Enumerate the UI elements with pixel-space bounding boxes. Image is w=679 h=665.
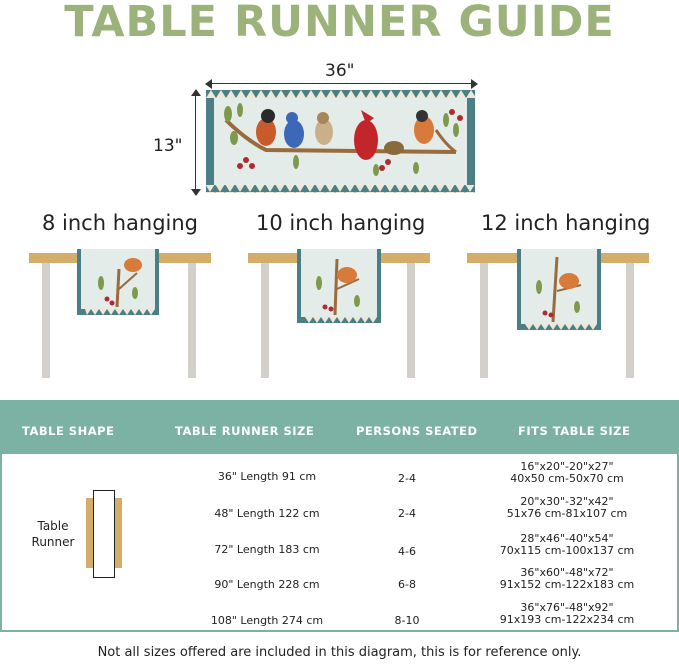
table-runner-illustration: [206, 90, 475, 193]
shape-label-line-1: Table: [37, 519, 69, 533]
arrow-down-icon: [191, 189, 201, 196]
row-size: 90" Length 228 cm: [214, 578, 320, 591]
row-persons: 4-6: [398, 545, 416, 558]
row-size: 48" Length 122 cm: [214, 507, 320, 520]
arrow-up-icon: [191, 89, 201, 96]
height-dimension-label: 13": [153, 136, 183, 156]
width-dimension-line: [210, 83, 472, 84]
shape-label-line-2: Runner: [31, 535, 75, 549]
hanging-label-12: 12 inch hanging: [481, 211, 651, 235]
runner-hanging-8: [77, 249, 159, 315]
row-fits: [492, 461, 642, 485]
row-fits-metric: 91x193 cm-122x234 cm: [499, 613, 635, 626]
row-fits-metric: 91x152 cm-122x183 cm: [499, 578, 635, 591]
table-leg: [480, 263, 488, 378]
table-leg: [626, 263, 634, 378]
row-fits: [492, 496, 642, 520]
table-leg: [42, 263, 50, 378]
row-fits: [492, 533, 642, 557]
page-title: TABLE RUNNER GUIDE: [64, 0, 615, 47]
shape-label: [24, 518, 82, 550]
runner-hanging-12: [517, 249, 601, 330]
row-fits-metric: 40x50 cm-50x70 cm: [510, 472, 624, 485]
row-fits: [492, 602, 642, 626]
hanging-label-8: 8 inch hanging: [42, 211, 199, 235]
table-leg: [407, 263, 415, 378]
row-size: 72" Length 183 cm: [214, 543, 320, 556]
row-size: 108" Length 274 cm: [210, 614, 324, 627]
arrow-right-icon: [471, 79, 478, 89]
header-runner-size: TABLE RUNNER SIZE: [175, 424, 315, 438]
row-fits-imperial: 16"x20"-20"x27": [520, 460, 614, 473]
row-size: 36" Length 91 cm: [217, 470, 317, 483]
row-fits-metric: 51x76 cm-81x107 cm: [506, 507, 628, 520]
row-fits: [492, 567, 642, 591]
size-table-header: [2, 402, 677, 454]
width-dimension-label: 36": [325, 61, 355, 81]
size-table: [0, 400, 679, 632]
row-persons: 2-4: [398, 472, 416, 485]
row-fits-imperial: 36"x76"-48"x92": [520, 601, 614, 614]
row-persons: 6-8: [398, 578, 416, 591]
header-persons-seated: PERSONS SEATED: [356, 424, 478, 438]
footnote: Not all sizes offered are included in this diagram, this is for reference only.: [97, 645, 582, 660]
row-fits-imperial: 20"x30"-32"x42": [520, 495, 614, 508]
header-fits-table-size: FITS TABLE SIZE: [518, 424, 631, 438]
row-fits-imperial: 28"x46"-40"x54": [520, 532, 614, 545]
runner-hanging-10: [297, 249, 381, 323]
row-fits-imperial: 36"x60"-48"x72": [520, 566, 614, 579]
table-leg: [261, 263, 269, 378]
runner-shape-icon: [93, 490, 115, 578]
height-dimension-line: [195, 94, 196, 190]
table-leg: [188, 263, 196, 378]
row-persons: 8-10: [394, 614, 420, 627]
header-table-shape: TABLE SHAPE: [22, 424, 115, 438]
row-persons: 2-4: [398, 507, 416, 520]
hanging-label-10: 10 inch hanging: [256, 211, 426, 235]
row-fits-metric: 70x115 cm-100x137 cm: [499, 544, 635, 557]
arrow-left-icon: [205, 79, 212, 89]
